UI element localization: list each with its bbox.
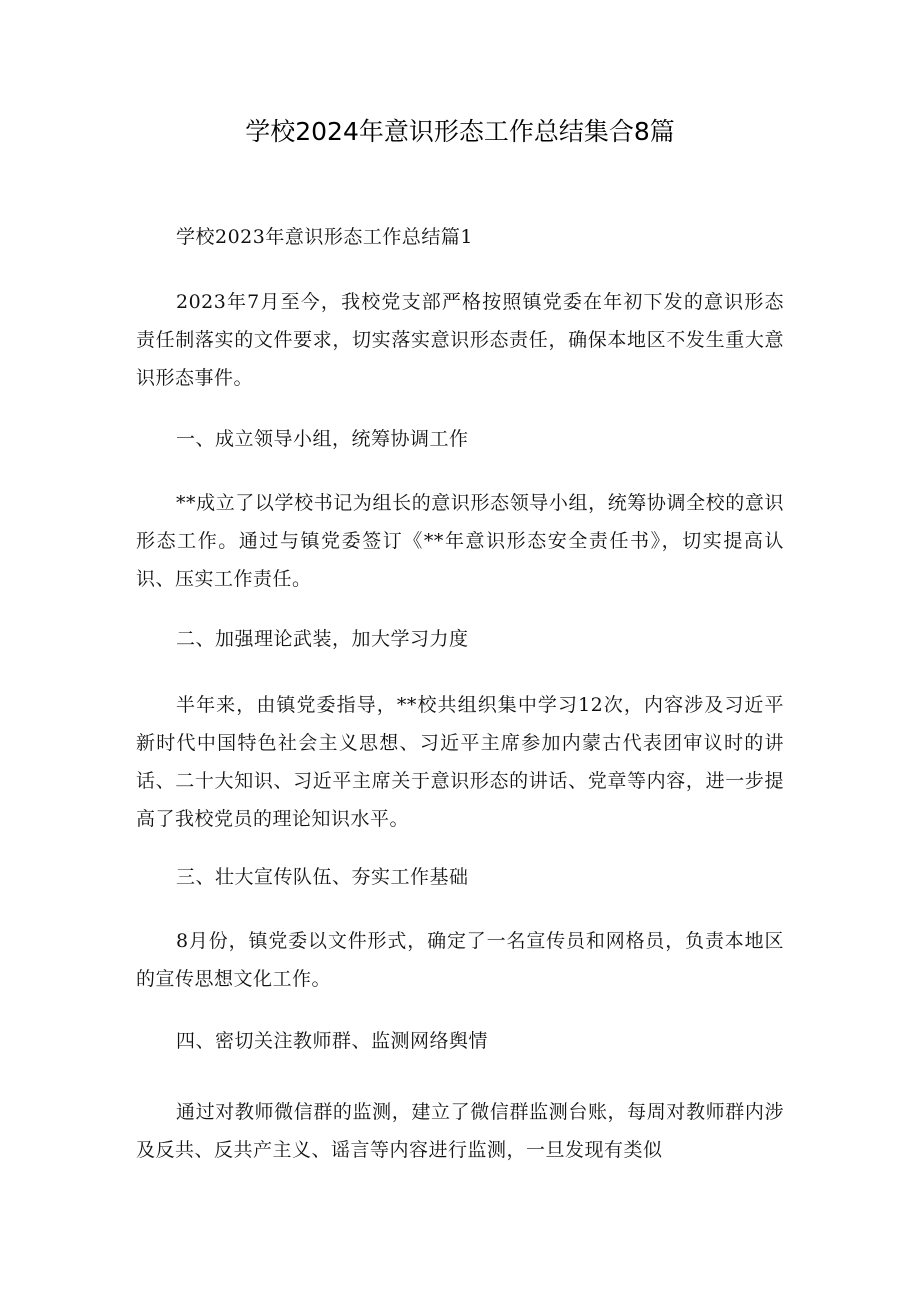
paragraph-1: **成立了以学校书记为组长的意识形态领导小组，统筹协调全校的意识形态工作。通过与镇党委签订《**年意识形态安全责任书》，切实提高认识、压实工作责任。	[136, 492, 784, 590]
section-title: 学校2023年意识形态工作总结篇1	[176, 226, 473, 248]
paragraph-intro: 2023年7月至今，我校党支部严格按照镇党委在年初下发的意识形态责任制落实的文件要求，切实落实意识形态责任，确保本地区不发生重大意识形态事件。	[136, 291, 784, 389]
paragraph-4: 通过对教师微信群的监测，建立了微信群监测台账，每周对教师群内涉及反共、反共产主义、谣言等内容进行监测，一旦发现有类似	[136, 1101, 784, 1161]
heading-2: 二、加强理论武装，加大学习力度	[176, 628, 469, 650]
heading-1: 一、成立领导小组，统筹协调工作	[176, 428, 469, 450]
heading-4: 四、密切关注教师群、监测网络舆情	[176, 1030, 489, 1052]
document-title: 学校2024年意识形态工作总结集合8篇	[245, 117, 675, 146]
paragraph-3: 8月份，镇党委以文件形式，确定了一名宣传员和网格员，负责本地区的宣传思想文化工作。	[136, 930, 784, 990]
paragraph-2: 半年来，由镇党委指导，**校共组织集中学习12次，内容涉及习近平新时代中国特色社会主义思想、习近平主席参加内蒙古代表团审议时的讲话、二十大知识、习近平主席关于意识形态的讲话、党章等内容，进一步提高了我校党员的理论知识水平。	[136, 694, 784, 830]
heading-3: 三、壮大宣传队伍、夯实工作基础	[176, 866, 469, 888]
